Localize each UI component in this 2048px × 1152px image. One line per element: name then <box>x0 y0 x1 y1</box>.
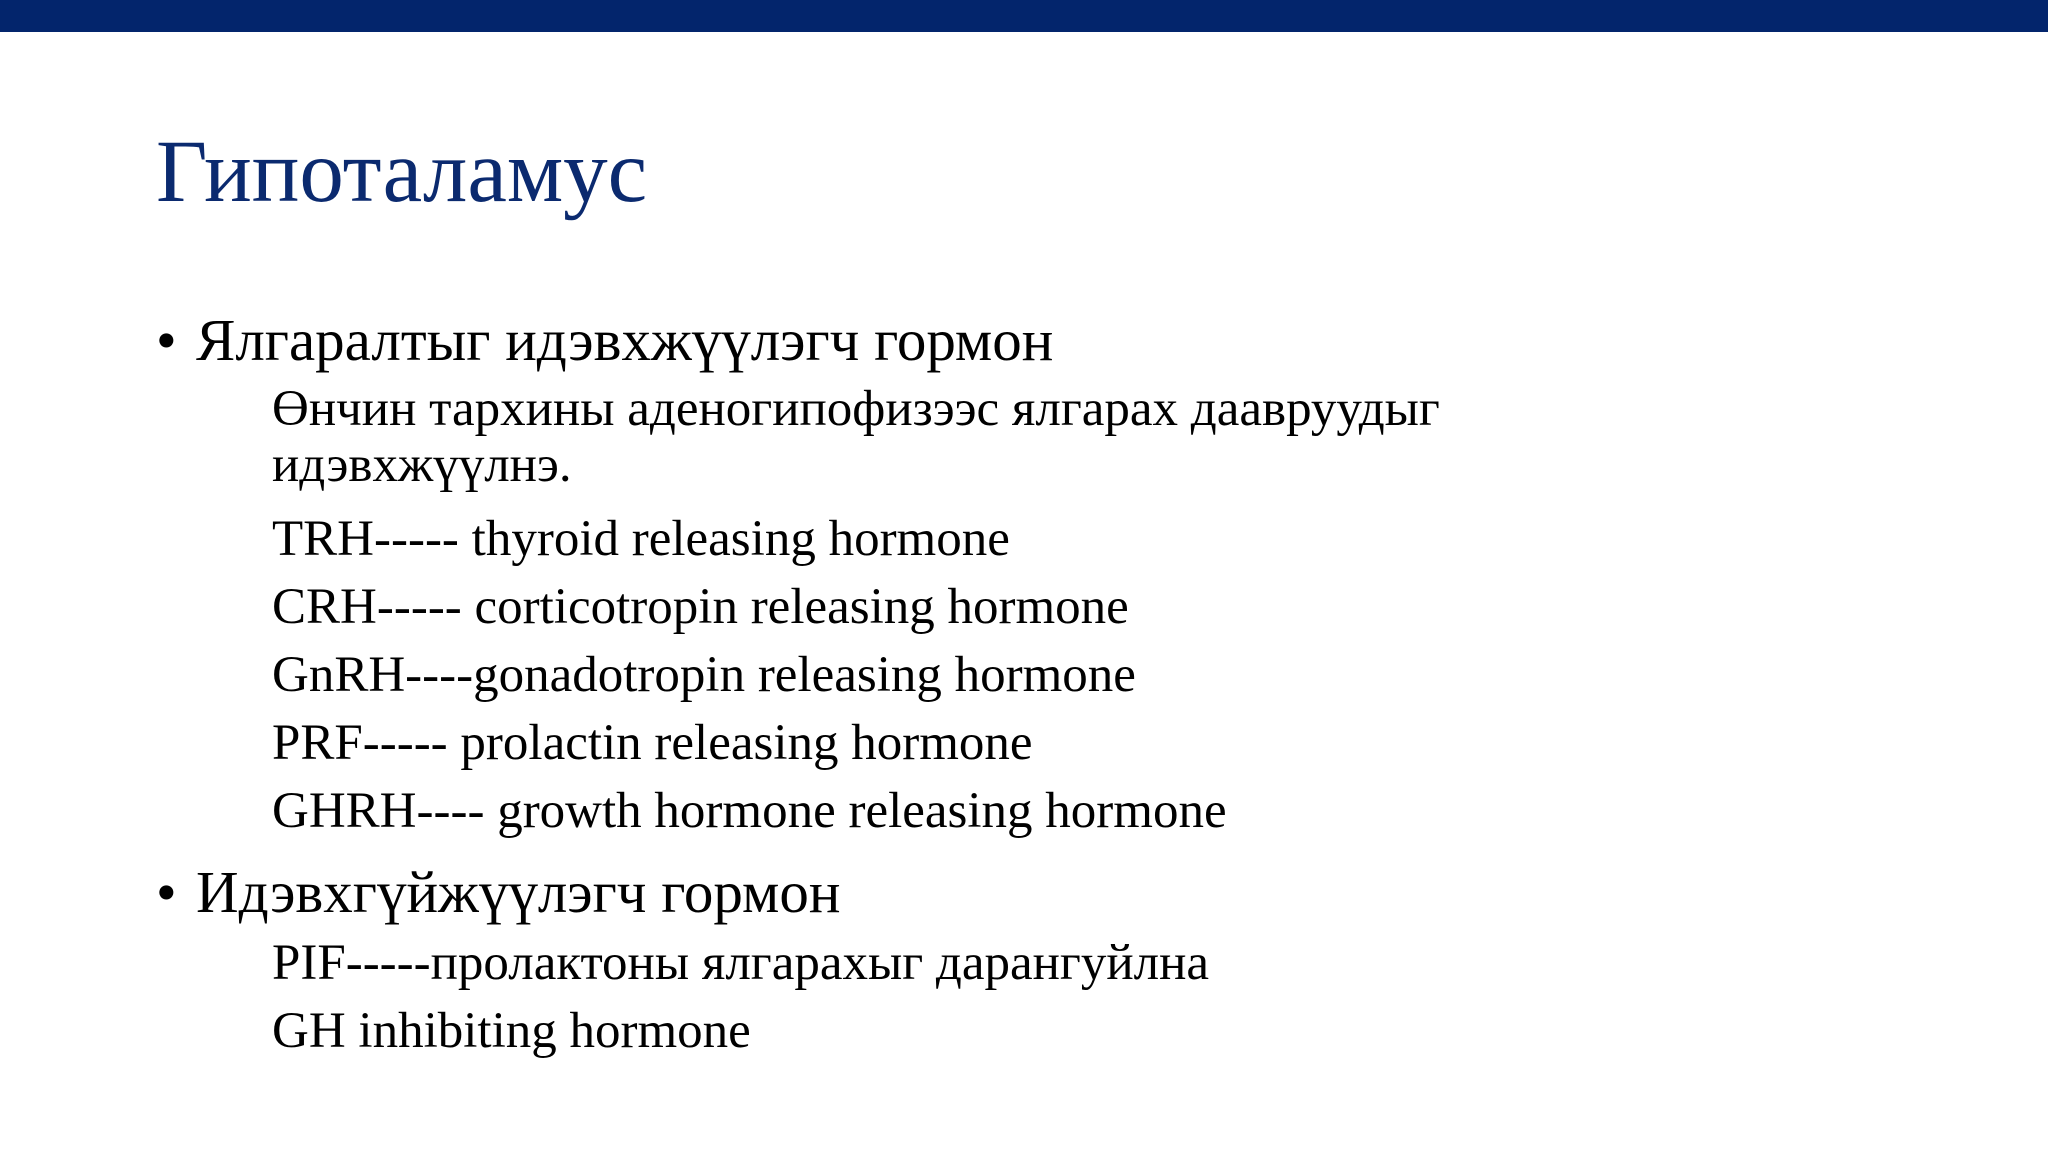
bullet-dot-icon: • <box>156 307 177 373</box>
bullet-heading: Идэвхгүйжүүлэгч гормон <box>196 859 841 925</box>
list-item: PRF----- prolactin releasing hormone <box>272 715 1033 771</box>
slide-content <box>156 305 1956 1065</box>
list-item: GnRH----gonadotropin releasing hormone <box>272 647 1136 703</box>
list-item: TRH----- thyroid releasing hormone <box>272 511 1010 567</box>
list-item: Өнчин тархины аденогипофизээс ялгарах даавруудыг <box>272 381 1440 437</box>
list-item: идэвхжүүлнэ. <box>272 437 572 493</box>
bullet-inhibiting-hormones <box>156 857 1956 927</box>
inhibiting-hormones-list <box>156 929 1956 1065</box>
list-item: CRH----- corticotropin releasing hormone <box>272 579 1129 635</box>
releasing-hormones-list <box>156 381 1956 845</box>
slide-title: Гипоталамус <box>156 123 648 221</box>
bullet-heading: Ялгаралтыг идэвхжүүлэгч гормон <box>196 307 1054 373</box>
list-item: PIF-----пролактоны ялгарахыг дарангуйлна <box>272 935 1210 991</box>
top-accent-bar <box>0 0 2048 32</box>
list-item: GHRH---- growth hormone releasing hormone <box>272 783 1227 839</box>
bullet-releasing-hormones <box>156 305 1956 375</box>
list-item: GH inhibiting hormone <box>272 1003 751 1059</box>
bullet-dot-icon: • <box>156 859 177 925</box>
